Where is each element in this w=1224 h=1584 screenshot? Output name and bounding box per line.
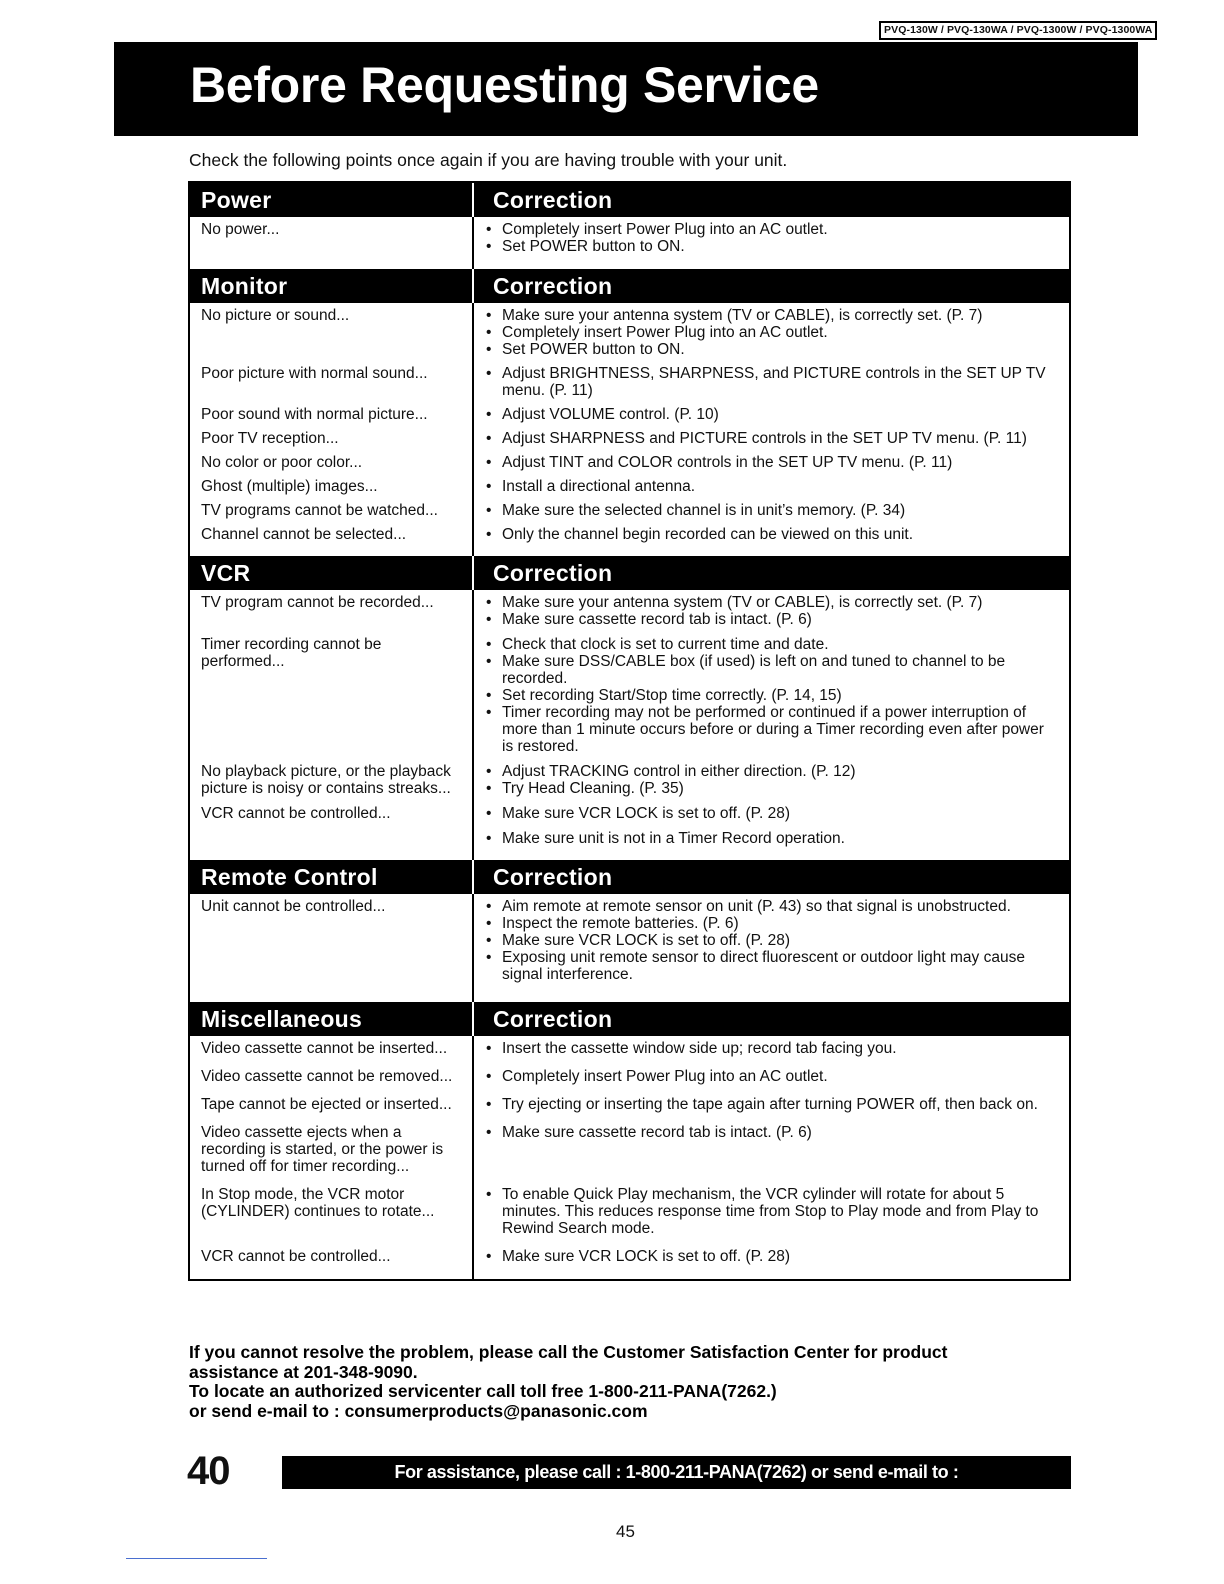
problem-text: Ghost (multiple) images...	[201, 478, 378, 495]
correction-cell	[472, 898, 1069, 983]
table-row	[190, 221, 1069, 255]
problem-text: VCR cannot be controlled...	[201, 805, 391, 822]
table-row	[190, 1124, 1069, 1175]
table-row	[190, 1068, 1069, 1085]
section-header-1	[190, 269, 1069, 303]
correction-list	[486, 636, 1059, 755]
problem-text: Video cassette cannot be removed...	[201, 1068, 453, 1085]
correction-heading: Correction	[472, 269, 1069, 303]
correction-item: • Install a directional antenna.	[486, 478, 1059, 495]
problem-text: In Stop mode, the VCR motor (CYLINDER) continues to rotate...	[201, 1186, 435, 1220]
correction-list	[486, 406, 1059, 423]
correction-item: • Make sure the selected channel is in unit’s memory. (P. 34)	[486, 502, 1059, 519]
footer-contact	[189, 1343, 989, 1421]
correction-item: • Adjust TINT and COLOR controls in the SET UP TV menu. (P. 11)	[486, 454, 1059, 471]
correction-item: • Adjust BRIGHTNESS, SHARPNESS, and PICTURE controls in the SET UP TV menu. (P. 11)	[486, 365, 1059, 399]
correction-item: • Set recording Start/Stop time correctly. (P. 14, 15)	[486, 687, 1059, 704]
section-title: Miscellaneous	[201, 1006, 363, 1032]
correction-cell	[472, 1124, 1069, 1175]
problem-text: TV programs cannot be watched...	[201, 502, 438, 519]
correction-cell	[472, 365, 1069, 399]
correction-cell	[472, 636, 1069, 755]
section-body-0	[190, 217, 1069, 269]
correction-item: • Make sure DSS/CABLE box (if used) is left on and tuned to channel to be recorded.	[486, 653, 1059, 687]
problem-text: VCR cannot be controlled...	[201, 1248, 391, 1265]
correction-list	[486, 365, 1059, 399]
correction-cell	[472, 406, 1069, 423]
correction-item: • Adjust TRACKING control in either direction. (P. 12)	[486, 763, 1059, 780]
correction-list	[486, 430, 1059, 447]
problem-text: Poor sound with normal picture...	[201, 406, 428, 423]
correction-list	[486, 307, 1059, 358]
correction-item: • To enable Quick Play mechanism, the VCR cylinder will rotate for about 5 minutes. This reduces response time from Stop to Play mode and from Play to Rewind Search mode.	[486, 1186, 1059, 1237]
table-row	[190, 1248, 1069, 1265]
correction-list	[486, 1096, 1059, 1113]
correction-item: • Set POWER button to ON.	[486, 341, 1059, 358]
correction-cell	[472, 526, 1069, 543]
correction-item: • Completely insert Power Plug into an AC outlet.	[486, 1068, 1059, 1085]
correction-cell	[472, 478, 1069, 495]
correction-item: • Try ejecting or inserting the tape again after turning POWER off, then back on.	[486, 1096, 1059, 1113]
footer-line-3: or send e-mail to : consumerproducts@panasonic.com	[189, 1400, 648, 1421]
correction-item: • Make sure your antenna system (TV or CABLE), is correctly set. (P. 7)	[486, 307, 1059, 324]
problem-text: Poor picture with normal sound...	[201, 365, 428, 382]
section-body-3	[190, 894, 1069, 1002]
table-row	[190, 898, 1069, 983]
correction-cell	[472, 1248, 1069, 1265]
table-row	[190, 502, 1069, 519]
correction-list	[486, 454, 1059, 471]
correction-cell	[472, 830, 1069, 847]
problem-text: No power...	[201, 221, 280, 238]
correction-heading: Correction	[472, 183, 1069, 217]
correction-list	[486, 526, 1059, 543]
problem-text: No color or poor color...	[201, 454, 363, 471]
section-header-0	[190, 183, 1069, 217]
table-row	[190, 365, 1069, 399]
problem-text: Unit cannot be controlled...	[201, 898, 386, 915]
correction-cell	[472, 307, 1069, 358]
correction-list	[486, 594, 1059, 628]
problem-text: Channel cannot be selected...	[201, 526, 407, 543]
problem-text: Poor TV reception...	[201, 430, 339, 447]
correction-cell	[472, 594, 1069, 628]
table-row	[190, 526, 1069, 543]
correction-item: • Aim remote at remote sensor on unit (P. 43) so that signal is unobstructed.	[486, 898, 1059, 915]
problem-text: Video cassette cannot be inserted...	[201, 1040, 448, 1057]
table-row	[190, 307, 1069, 358]
table-row	[190, 1040, 1069, 1057]
correction-list	[486, 1248, 1059, 1265]
section-header-2	[190, 556, 1069, 590]
page-number: 40	[187, 1449, 230, 1493]
correction-item: • Completely insert Power Plug into an AC outlet.	[486, 221, 1059, 238]
correction-cell	[472, 1068, 1069, 1085]
correction-cell	[472, 1096, 1069, 1113]
section-body-2	[190, 590, 1069, 860]
correction-item: • Exposing unit remote sensor to direct fluorescent or outdoor light may cause signal interference.	[486, 949, 1059, 983]
correction-list	[486, 1186, 1059, 1237]
table-row	[190, 1096, 1069, 1113]
correction-item: • Make sure VCR LOCK is set to off. (P. 28)	[486, 805, 1059, 822]
correction-item: • Make sure VCR LOCK is set to off. (P. 28)	[486, 932, 1059, 949]
correction-cell	[472, 763, 1069, 797]
correction-item: • Make sure your antenna system (TV or CABLE), is correctly set. (P. 7)	[486, 594, 1059, 611]
correction-list	[486, 763, 1059, 797]
assistance-bar: For assistance, please call : 1-800-211-PANA(7262) or send e-mail to : consumerproducts@panasonic.com	[282, 1456, 1071, 1489]
title-bar	[114, 42, 1138, 136]
correction-list	[486, 898, 1059, 983]
problem-text: No picture or sound...	[201, 307, 350, 324]
link-underline	[126, 1558, 267, 1559]
table-row	[190, 763, 1069, 797]
section-header-4	[190, 1002, 1069, 1036]
correction-list	[486, 1068, 1059, 1085]
section-title: VCR	[201, 560, 251, 586]
table-row	[190, 636, 1069, 755]
correction-item: • Try Head Cleaning. (P. 35)	[486, 780, 1059, 797]
footer-line-2: To locate an authorized servicenter call toll free 1-800-211-PANA(7262.)	[189, 1381, 777, 1401]
correction-item: • Make sure VCR LOCK is set to off. (P. 28)	[486, 1248, 1059, 1265]
correction-list	[486, 805, 1059, 822]
table-row	[190, 454, 1069, 471]
problem-text: No playback picture, or the playback picture is noisy or contains streaks...	[201, 763, 451, 797]
problem-text: Tape cannot be ejected or inserted...	[201, 1096, 452, 1113]
correction-heading: Correction	[472, 860, 1069, 894]
correction-cell	[472, 454, 1069, 471]
correction-cell	[472, 1186, 1069, 1237]
table-row	[190, 406, 1069, 423]
problem-text: Video cassette ejects when a recording is started, or the power is turned off for timer recording...	[201, 1124, 444, 1175]
correction-cell	[472, 502, 1069, 519]
table-row	[190, 830, 1069, 847]
correction-list	[486, 830, 1059, 847]
problem-text: TV program cannot be recorded...	[201, 594, 434, 611]
table-row	[190, 478, 1069, 495]
correction-item: • Adjust VOLUME control. (P. 10)	[486, 406, 1059, 423]
correction-item: • Set POWER button to ON.	[486, 238, 1059, 255]
section-body-1	[190, 303, 1069, 556]
correction-item: • Only the channel begin recorded can be viewed on this unit.	[486, 526, 1059, 543]
correction-item: • Make sure unit is not in a Timer Record operation.	[486, 830, 1059, 847]
table-row	[190, 430, 1069, 447]
correction-item: • Make sure cassette record tab is intact. (P. 6)	[486, 611, 1059, 628]
correction-item: • Completely insert Power Plug into an AC outlet.	[486, 324, 1059, 341]
problem-text: Timer recording cannot be performed...	[201, 636, 382, 670]
correction-cell	[472, 221, 1069, 255]
problem-text	[190, 830, 472, 847]
section-header-3	[190, 860, 1069, 894]
correction-item: • Inspect the remote batteries. (P. 6)	[486, 915, 1059, 932]
section-title: Monitor	[201, 273, 288, 299]
troubleshooting-table	[188, 181, 1071, 1281]
correction-item: • Adjust SHARPNESS and PICTURE controls in the SET UP TV menu. (P. 11)	[486, 430, 1059, 447]
correction-list	[486, 221, 1059, 255]
correction-cell	[472, 805, 1069, 822]
section-title: Remote Control	[201, 864, 378, 890]
correction-cell	[472, 1040, 1069, 1057]
table-row	[190, 1186, 1069, 1237]
correction-list	[486, 1124, 1059, 1141]
correction-item: • Make sure cassette record tab is intact. (P. 6)	[486, 1124, 1059, 1141]
correction-list	[486, 478, 1059, 495]
section-title: Power	[201, 187, 272, 213]
correction-heading: Correction	[472, 556, 1069, 590]
section-body-4	[190, 1036, 1069, 1279]
table-row	[190, 594, 1069, 628]
correction-item: • Check that clock is set to current time and date.	[486, 636, 1059, 653]
correction-item: • Timer recording may not be performed or continued if a power interruption of more than 1 minute occurs before or during a Timer recording even after power is restored.	[486, 704, 1059, 755]
page-title: Before Requesting Service	[190, 57, 819, 113]
correction-heading: Correction	[472, 1002, 1069, 1036]
correction-item: • Insert the cassette window side up; record tab facing you.	[486, 1040, 1059, 1057]
intro-text: Check the following points once again if you are having trouble with your unit.	[189, 150, 788, 170]
table-row	[190, 805, 1069, 822]
correction-cell	[472, 430, 1069, 447]
correction-list	[486, 1040, 1059, 1057]
pdf-page-number: 45	[616, 1522, 635, 1541]
correction-list	[486, 502, 1059, 519]
footer-line-1: If you cannot resolve the problem, please call the Customer Satisfaction Center for product assistance at 201-348-9090.	[189, 1342, 948, 1382]
model-numbers: PVQ-130W / PVQ-130WA / PVQ-1300W / PVQ-1300WA	[879, 21, 1157, 40]
